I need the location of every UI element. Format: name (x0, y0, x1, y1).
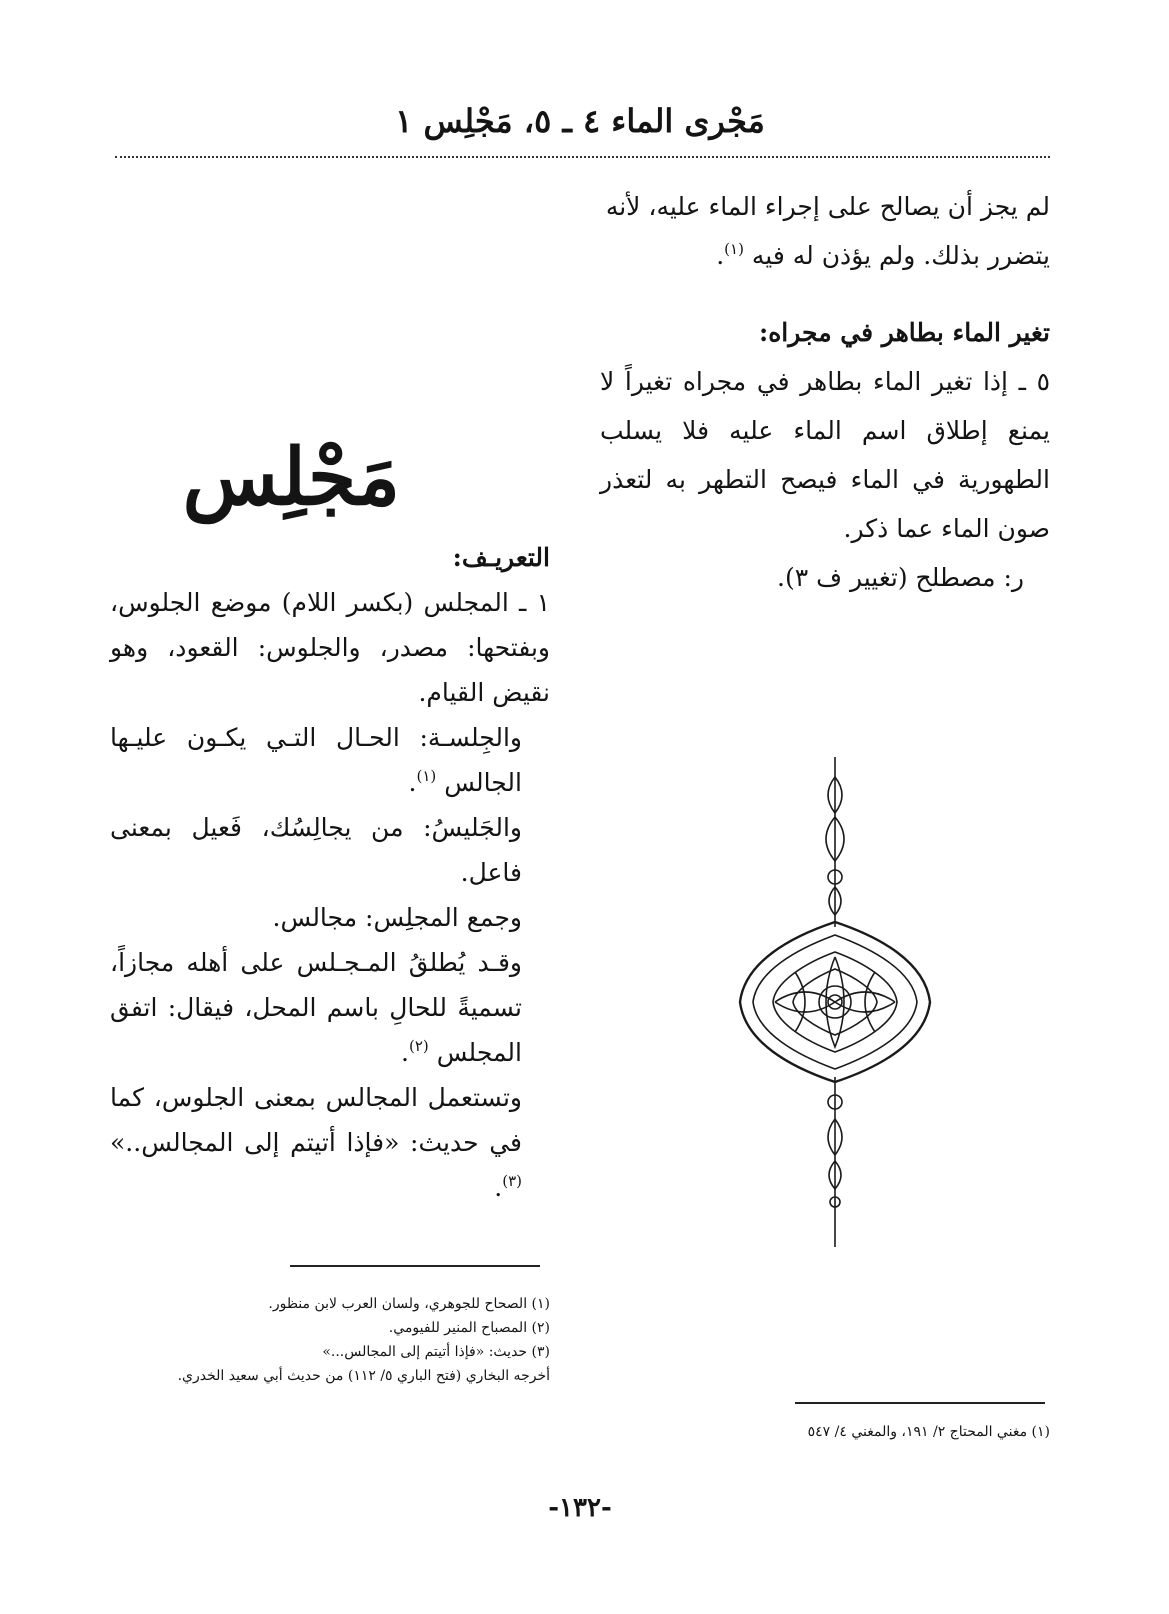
section-heading: تغير الماء بطاهر في مجراه: (758, 318, 1050, 347)
paragraph-5 (110, 940, 550, 1075)
footnote-marker: (١) (416, 767, 437, 785)
paragraph-5-text: وقـد يُطلقُ المـجـلس على أهله مجازاً، تسميةً للحالِ باسم المحل، فيقال: اتفق المجلس (110, 948, 522, 1067)
definition-heading: التعريـف: (452, 543, 550, 572)
running-header: مَجْرى الماء ٤ ـ ٥، مَجْلِس ١ (395, 102, 765, 140)
footnote-marker: (٣) (502, 1172, 522, 1190)
footnote-item: (٣) حديث: «فإذا أتيتم إلى المجالس...» (322, 1344, 550, 1360)
paragraph-2 (110, 715, 550, 805)
paragraph-4: وجمع المجلِس: مجالس. (272, 903, 522, 932)
paragraph-6-text: وتستعمل المجالس بمعنى الجلوس، كما في حديث: «فإذا أتيتم إلى المجالس..» (110, 1083, 522, 1157)
footnote-item: (١) مغني المحتاج ٢/ ١٩١، والمغني ٤/ ٥٤٧ (807, 1424, 1050, 1440)
paragraph-3: والجَليسُ: من يجالِسُك، فَعيل بمعنى فاعل. (110, 813, 522, 887)
intro-end-punct: . (716, 241, 725, 270)
footnotes-left (110, 1292, 550, 1388)
footnote-item: (١) الصحاح للجوهري، ولسان العرب لابن منظور. (268, 1296, 550, 1312)
footnotes-right (600, 1420, 1050, 1444)
paragraph-1: ١ ـ المجلس (بكسر اللام) موضع الجلوس، وبفتحها: مصدر، والجلوس: القعود، وهو نقيض القيام. (110, 588, 550, 707)
section-body: ٥ ـ إذا تغير الماء بطاهر في مجراه تغيراً لا يمنع إطلاق اسم الماء عليه فلا يسلب الطهورية في الماء فيصح التطهر به لتعذر صون الماء عما ذكر. (600, 367, 1050, 543)
footnote-marker: (٢) (408, 1037, 429, 1055)
page-number: -١٣٢- (548, 1493, 612, 1523)
entry-title: مَجْلِس (182, 432, 400, 523)
left-column (110, 535, 550, 1210)
cross-reference: ر: مصطلح (تغيير ف ٣). (777, 563, 1024, 592)
footnote-marker: (١) (724, 240, 744, 258)
header-dotted-rule (115, 156, 1050, 158)
right-column (600, 182, 1050, 602)
paragraph-2-punct: . (408, 768, 417, 797)
intro-line-2-text: يتضرر بذلك. ولم يؤذن له فيه (751, 241, 1050, 270)
paragraph-2-text: والجِلسـة: الحـال التـي يكـون عليـها الجالس (110, 723, 522, 797)
footnote-item: (٢) المصباح المنير للفيومي. (388, 1320, 550, 1336)
footnote-rule-right (795, 1402, 1045, 1404)
intro-line-2 (600, 231, 1050, 280)
paragraph-6-punct: . (494, 1173, 503, 1202)
decorative-ornament-icon (735, 757, 935, 1247)
paragraph-5-punct: . (401, 1038, 409, 1067)
footnote-rule-left (290, 1265, 540, 1267)
footnote-item: أخرجه البخاري (فتح الباري ٥/ ١١٢) من حديث أبي سعيد الخدري. (177, 1368, 550, 1384)
intro-line-1: لم يجز أن يصالح على إجراء الماء عليه، لأنه (605, 192, 1050, 221)
paragraph-6 (110, 1075, 550, 1210)
